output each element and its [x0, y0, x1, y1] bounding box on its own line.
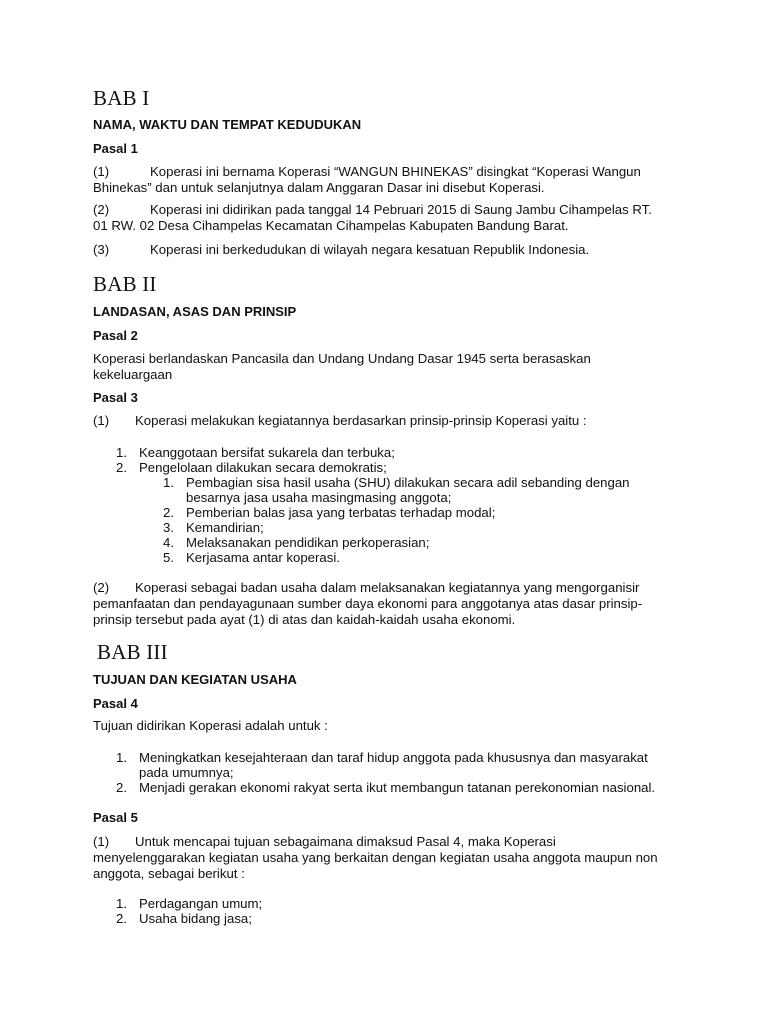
paragraph-number: (1) [93, 834, 110, 849]
paragraph-line: kekeluargaan [93, 367, 173, 382]
paragraph-line: Bhinekas” dan untuk selanjutnya dalam Anggaran Dasar ini disebut Koperasi. [93, 180, 545, 195]
chapter-title: BAB I [93, 86, 150, 110]
paragraph [93, 580, 642, 628]
paragraph-line: Koperasi sebagai badan usaha dalam melaksanakan kegiatannya yang mengorganisir [135, 580, 640, 595]
list-number: 1. [163, 475, 174, 490]
list-number: 2. [163, 505, 174, 520]
list-number: 5. [163, 550, 174, 565]
list-text: Kerjasama antar koperasi. [186, 550, 340, 565]
chapter-heading: NAMA, WAKTU DAN TEMPAT KEDUDUKAN [93, 117, 362, 132]
paragraph-line: Koperasi melakukan kegiatannya berdasarkan prinsip-prinsip Koperasi yaitu : [135, 413, 587, 428]
list-text: pada umumnya; [139, 765, 234, 780]
list-number: 2. [116, 911, 127, 926]
list-text: Pengelolaan dilakukan secara demokratis; [139, 460, 387, 475]
list-text: Menjadi gerakan ekonomi rakyat serta ikut membangun tatanan perekonomian nasional. [139, 780, 656, 795]
article-title: Pasal 5 [93, 810, 138, 825]
paragraph-line: pemanfaatan dan pendayagunaan sumber daya ekonomi para anggotanya atas dasar prinsip- [93, 596, 643, 611]
chapter-title: BAB III [97, 640, 168, 664]
list-number: 1. [116, 445, 127, 460]
paragraph-line: Koperasi berlandaskan Pancasila dan Undang Undang Dasar 1945 serta berasaskan [93, 351, 591, 366]
paragraph-line: menyelenggarakan kegiatan usaha yang berkaitan dengan kegiatan usaha anggota maupun non [93, 850, 658, 865]
paragraph [93, 834, 658, 882]
list-number: 1. [116, 896, 127, 911]
paragraph-line: anggota, sebagai berikut : [93, 866, 245, 881]
list-number: 2. [116, 780, 127, 795]
article-title: Pasal 3 [93, 390, 138, 405]
list-number: 4. [163, 535, 174, 550]
paragraph-line: prinsip tersebut pada ayat (1) di atas dan kaidah-kaidah usaha ekonomi. [93, 612, 516, 627]
paragraph [93, 718, 328, 734]
paragraph-number: (1) [93, 413, 110, 428]
paragraph-number: (2) [93, 580, 110, 595]
list-number: 2. [116, 460, 127, 475]
paragraph-number: (3) [93, 242, 110, 257]
list-text: Keanggotaan bersifat sukarela dan terbuka; [139, 445, 395, 460]
list-text: Perdagangan umum; [139, 896, 263, 911]
list-number: 3. [163, 520, 174, 535]
paragraph [93, 242, 589, 258]
paragraph-line: Koperasi ini didirikan pada tanggal 14 Pebruari 2015 di Saung Jambu Cihampelas RT. [150, 202, 652, 217]
paragraph-line: Koperasi ini berkedudukan di wilayah negara kesatuan Republik Indonesia. [150, 242, 590, 257]
list-number: 1. [116, 750, 127, 765]
paragraph [93, 351, 591, 383]
paragraph [93, 413, 587, 429]
list-text: besarnya jasa usaha masingmasing anggota; [186, 490, 452, 505]
article-title: Pasal 1 [93, 141, 138, 156]
paragraph [93, 164, 641, 196]
chapter-title: BAB II [93, 272, 157, 296]
list-text: Kemandirian; [186, 520, 264, 535]
paragraph [93, 202, 652, 234]
paragraph-line: 01 RW. 02 Desa Cihampelas Kecamatan Cihampelas Kabupaten Bandung Barat. [93, 218, 569, 233]
paragraph-number: (1) [93, 164, 110, 179]
list-text: Usaha bidang jasa; [139, 911, 252, 926]
chapter-heading: LANDASAN, ASAS DAN PRINSIP [93, 304, 297, 319]
paragraph-line: Koperasi ini bernama Koperasi “WANGUN BHINEKAS” disingkat “Koperasi Wangun [150, 164, 641, 179]
paragraph-number: (2) [93, 202, 110, 217]
chapter-heading: TUJUAN DAN KEGIATAN USAHA [93, 672, 297, 687]
list-text: Pemberian balas jasa yang terbatas terhadap modal; [186, 505, 496, 520]
paragraph-line: Untuk mencapai tujuan sebagaimana dimaksud Pasal 4, maka Koperasi [135, 834, 556, 849]
article-title: Pasal 4 [93, 696, 138, 711]
list-text: Meningkatkan kesejahteraan dan taraf hidup anggota pada khususnya dan masyarakat [139, 750, 648, 765]
paragraph-line: Tujuan didirikan Koperasi adalah untuk : [93, 718, 328, 733]
list-text: Melaksanakan pendidikan perkoperasian; [186, 535, 430, 550]
list-text: Pembagian sisa hasil usaha (SHU) dilakukan secara adil sebanding dengan [186, 475, 630, 490]
article-title: Pasal 2 [93, 328, 138, 343]
